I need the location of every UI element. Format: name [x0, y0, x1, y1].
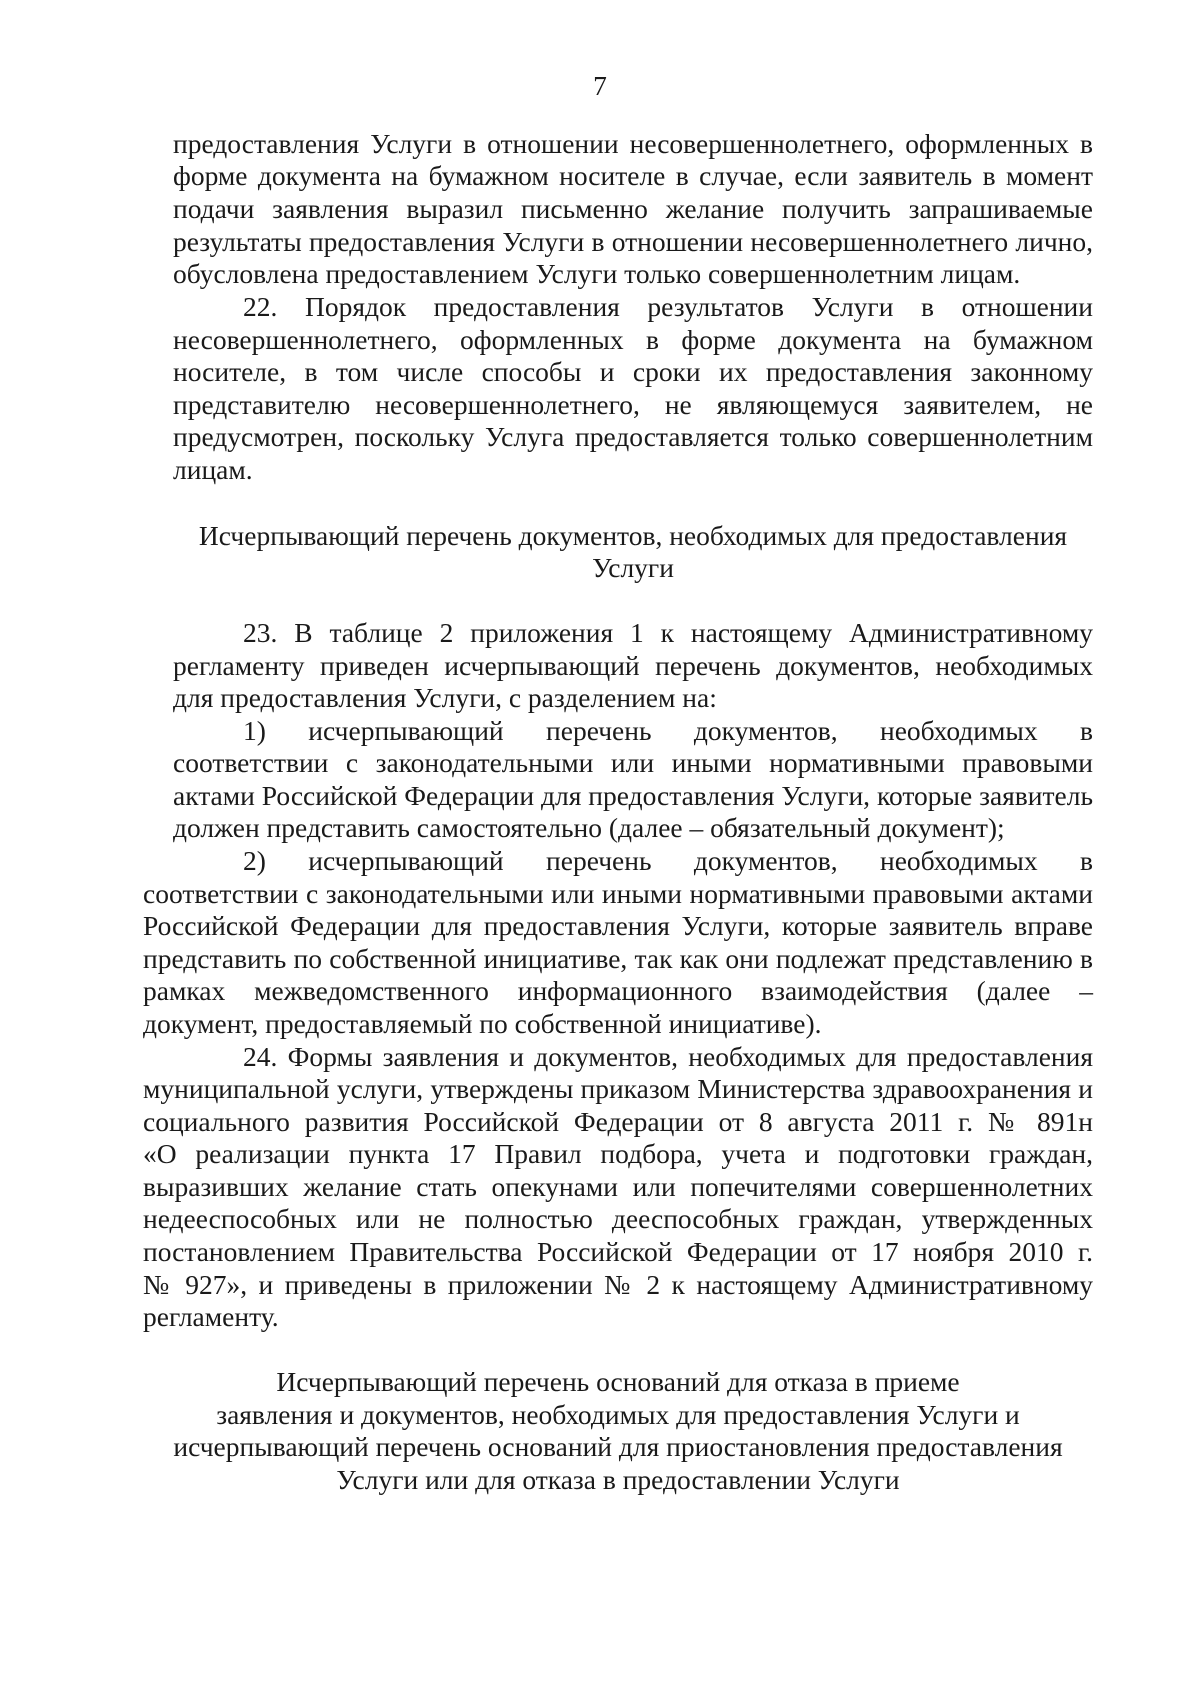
text-line: 2) исчерпывающий перечень документов, необходимых в [243, 845, 1093, 876]
heading-line: Исчерпывающий перечень документов, необходимых для предоставления [198, 520, 1068, 551]
text-line: № 927», и приведены в приложении № 2 к настоящему Административному [143, 1269, 1093, 1300]
heading-line: Услуги или для отказа в предоставлении Услуги [336, 1464, 900, 1495]
text-line: предусмотрен, поскольку Услуга предоставляется только совершеннолетним [173, 421, 1093, 452]
page-number: 7 [593, 70, 607, 101]
text-line: недееспособных или не полностью дееспособных граждан, утвержденных [143, 1203, 1093, 1234]
text-line: несовершеннолетнего, оформленных в форме документа на бумажном [173, 324, 1093, 355]
text-line: выразивших желание стать опекунами или попечителями совершеннолетних [143, 1171, 1093, 1202]
text-line: подачи заявления выразил письменно желание получить запрашиваемые [173, 193, 1093, 224]
text-line: рамках межведомственного информационного взаимодействия (далее – [143, 975, 1093, 1006]
heading-line: Услуги [592, 552, 674, 583]
text-line: 1) исчерпывающий перечень документов, необходимых в [243, 715, 1093, 746]
text-line: представителю несовершеннолетнего, не являющемуся заявителем, не [173, 389, 1093, 420]
text-line: представить по собственной инициативе, так как они подлежат представлению в [143, 943, 1093, 974]
text-line: должен представить самостоятельно (далее – обязательный документ); [173, 812, 1005, 843]
heading-line: Исчерпывающий перечень оснований для отказа в приеме [276, 1366, 960, 1397]
heading-line: исчерпывающий перечень оснований для приостановления предоставления [173, 1431, 1063, 1462]
text-line: социального развития Российской Федерации от 8 августа 2011 г. № 891н [143, 1106, 1093, 1137]
text-line: 23. В таблице 2 приложения 1 к настоящему Административному [243, 617, 1093, 648]
text-line: для предоставления Услуги, с разделением на: [173, 682, 717, 713]
text-line: «О реализации пункта 17 Правил подбора, учета и подготовки граждан, [143, 1138, 1093, 1169]
heading-line: заявления и документов, необходимых для предоставления Услуги и [216, 1399, 1020, 1430]
text-line: регламенту приведен исчерпывающий перечень документов, необходимых [173, 650, 1093, 681]
text-line: соответствии с законодательными или иными нормативными правовыми [173, 747, 1093, 778]
text-line: лицам. [173, 454, 253, 485]
text-line: Российской Федерации для предоставления Услуги, которые заявитель вправе [143, 910, 1093, 941]
text-line: обусловлена предоставлением Услуги только совершеннолетним лицам. [173, 258, 1021, 289]
text-line: постановлением Правительства Российской Федерации от 17 ноября 2010 г. [143, 1236, 1093, 1267]
text-line: регламенту. [143, 1301, 279, 1332]
text-line: документ, предоставляемый по собственной инициативе). [143, 1008, 822, 1039]
text-line: носителе, в том числе способы и сроки их предоставления законному [173, 356, 1093, 387]
text-line: 22. Порядок предоставления результатов Услуги в отношении [243, 291, 1093, 322]
text-line: соответствии с законодательными или иными нормативными правовыми актами [143, 878, 1093, 909]
text-line: актами Российской Федерации для предоставления Услуги, которые заявитель [173, 780, 1093, 811]
text-line: 24. Формы заявления и документов, необходимых для предоставления [243, 1041, 1093, 1072]
text-line: предоставления Услуги в отношении несовершеннолетнего, оформленных в [173, 128, 1093, 159]
text-line: форме документа на бумажном носителе в случае, если заявитель в момент [173, 160, 1093, 191]
text-line: результаты предоставления Услуги в отношении несовершеннолетнего лично, [173, 226, 1093, 257]
text-line: муниципальной услуги, утверждены приказом Министерства здравоохранения и [143, 1073, 1093, 1104]
